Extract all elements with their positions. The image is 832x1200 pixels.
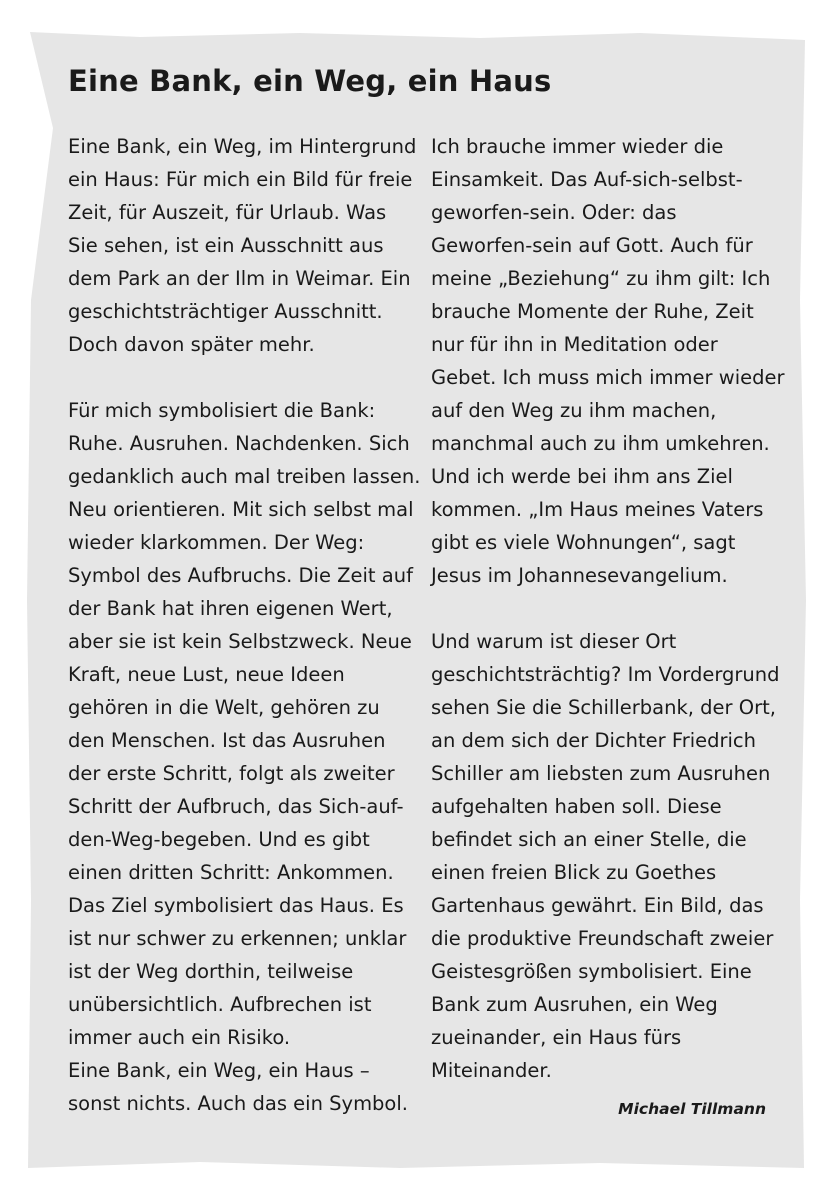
text-line: geschichtsträchtiger Ausschnitt. xyxy=(68,300,383,323)
text-line: gedanklich auch mal treiben lassen. xyxy=(68,465,421,488)
text-line: Und warum ist dieser Ort xyxy=(431,630,677,653)
text-line: den Menschen. Ist das Ausruhen xyxy=(68,729,386,752)
text-line: Und ich werde bei ihm ans Ziel xyxy=(431,465,733,488)
text-line: Gebet. Ich muss mich immer wieder xyxy=(431,366,785,389)
text-line: manchmal auch zu ihm umkehren. xyxy=(431,432,770,455)
text-line: Für mich symbolisiert die Bank: xyxy=(68,399,376,422)
text-line: dem Park an der Ilm in Weimar. Ein xyxy=(68,267,411,290)
text-line: der erste Schritt, folgt als zweiter xyxy=(68,762,395,785)
text-line: Kraft, neue Lust, neue Ideen xyxy=(68,663,345,686)
text-line: geschichtsträchtig? Im Vordergrund xyxy=(431,663,780,686)
text-line: Einsamkeit. Das Auf-sich-selbst- xyxy=(431,168,743,191)
text-line: sonst nichts. Auch das ein Symbol. xyxy=(68,1092,408,1115)
text-line: Das Ziel symbolisiert das Haus. Es xyxy=(68,894,404,917)
text-line: Eine Bank, ein Weg, im Hintergrund xyxy=(68,135,417,158)
paragraph-gap xyxy=(68,361,413,394)
article-title: Eine Bank, ein Weg, ein Haus xyxy=(68,64,552,98)
text-line: Symbol des Aufbruchs. Die Zeit auf xyxy=(68,564,413,587)
text-line: Eine Bank, ein Weg, ein Haus – xyxy=(68,1059,370,1082)
text-line: immer auch ein Risiko. xyxy=(68,1026,291,1049)
paragraph xyxy=(431,130,785,592)
text-line: Sie sehen, ist ein Ausschnitt aus xyxy=(68,234,384,257)
text-line: ist der Weg dorthin, teilweise xyxy=(68,960,354,983)
text-line: wieder klarkommen. Der Weg: xyxy=(68,531,365,554)
text-line: den-Weg-begeben. Und es gibt xyxy=(68,828,370,851)
text-line: ein Haus: Für mich ein Bild für freie xyxy=(68,168,413,191)
text-line: nur für ihn in Meditation oder xyxy=(431,333,718,356)
text-line: aber sie ist kein Selbstzweck. Neue xyxy=(68,630,412,653)
text-line: ist nur schwer zu erkennen; unklar xyxy=(68,927,407,950)
text-line: auf den Weg zu ihm machen, xyxy=(431,399,717,422)
text-line: Miteinander. xyxy=(431,1059,552,1082)
text-line: die produktive Freundschaft zweier xyxy=(431,927,774,950)
text-line: einen dritten Schritt: Ankommen. xyxy=(68,861,394,884)
text-line: brauche Momente der Ruhe, Zeit xyxy=(431,300,754,323)
paragraph xyxy=(68,130,417,361)
text-line: gehören in die Welt, gehören zu xyxy=(68,696,380,719)
article-right-column xyxy=(431,130,785,1087)
text-line: Ruhe. Ausruhen. Nachdenken. Sich xyxy=(68,432,410,455)
article-left-column xyxy=(68,130,421,1120)
paragraph xyxy=(431,625,780,1087)
author-signature: Michael Tillmann xyxy=(618,1100,766,1118)
text-line: Jesus im Johannesevangelium. xyxy=(431,564,728,587)
text-line: aufgehalten haben soll. Diese xyxy=(431,795,722,818)
text-line: unübersichtlich. Aufbrechen ist xyxy=(68,993,372,1016)
text-line: Geistesgrößen symbolisiert. Eine xyxy=(431,960,752,983)
text-line: zueinander, ein Haus fürs xyxy=(431,1026,682,1049)
text-line: geworfen-sein. Oder: das xyxy=(431,201,677,224)
text-line: Zeit, für Auszeit, für Urlaub. Was xyxy=(68,201,387,224)
text-line: einen freien Blick zu Goethes xyxy=(431,861,717,884)
text-line: kommen. „Im Haus meines Vaters xyxy=(431,498,764,521)
text-line: der Bank hat ihren eigenen Wert, xyxy=(68,597,393,620)
paragraph-gap xyxy=(431,592,776,625)
text-line: Schiller am liebsten zum Ausruhen xyxy=(431,762,771,785)
text-line: befindet sich an einer Stelle, die xyxy=(431,828,747,851)
text-line: Ich brauche immer wieder die xyxy=(431,135,724,158)
text-line: Schritt der Aufbruch, das Sich-auf- xyxy=(68,795,404,818)
text-line: Gartenhaus gewährt. Ein Bild, das xyxy=(431,894,764,917)
text-line: sehen Sie die Schillerbank, der Ort, xyxy=(431,696,776,719)
text-line: gibt es viele Wohnungen“, sagt xyxy=(431,531,736,554)
text-line: Neu orientieren. Mit sich selbst mal xyxy=(68,498,414,521)
text-line: Geworfen-sein auf Gott. Auch für xyxy=(431,234,753,257)
text-line: Bank zum Ausruhen, ein Weg xyxy=(431,993,718,1016)
text-line: an dem sich der Dichter Friedrich xyxy=(431,729,757,752)
text-line: Doch davon später mehr. xyxy=(68,333,315,356)
text-line: meine „Beziehung“ zu ihm gilt: Ich xyxy=(431,267,771,290)
paragraph xyxy=(68,394,421,1120)
